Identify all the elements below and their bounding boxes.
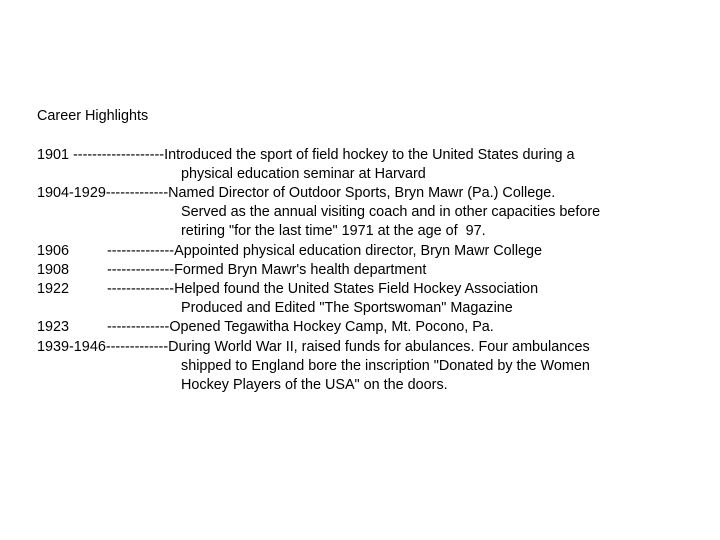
entry-1939-1946-cont-1: shipped to England bore the inscription "Donated by the Women — [181, 358, 590, 374]
entry-1906-year: 1906 — [37, 243, 70, 259]
entry-1922 — [107, 280, 538, 299]
entry-1906 — [107, 242, 542, 261]
entry-year: 1939-1946 — [37, 339, 106, 355]
entry-1922-year: 1922 — [37, 281, 70, 297]
entry-year: 1904-1929 — [37, 185, 106, 201]
entry-year: 1901 — [37, 147, 70, 163]
entry-text: Formed Bryn Mawr's health department — [174, 262, 427, 278]
entry-1904-1929-cont-1: Served as the annual visiting coach and in other capacities before — [181, 204, 601, 220]
entry-1904-1929-cont-2: retiring "for the last time" 1971 at the age of 97. — [181, 223, 486, 239]
entry-text: Appointed physical education director, Bryn Mawr College — [174, 243, 543, 259]
entry-dash: -------------- — [107, 281, 175, 297]
entry-1939-1946-cont-2: Hockey Players of the USA" on the doors. — [181, 377, 448, 393]
entry-dash: -------------- — [107, 243, 175, 259]
entry-dash: ------------------- — [73, 147, 165, 163]
entry-text: Opened Tegawitha Hockey Camp, Mt. Pocono, Pa. — [169, 319, 494, 335]
entry-dash: ------------- — [105, 185, 169, 201]
entry-dash: ------------- — [107, 319, 170, 335]
entry-1904-1929 — [37, 184, 555, 203]
entry-1922-cont: Produced and Edited "The Sportswoman" Magazine — [181, 300, 513, 316]
entry-text: Introduced the sport of field hockey to the United States during a — [164, 147, 575, 163]
entry-1901-cont: physical education seminar at Harvard — [181, 166, 426, 182]
entry-dash: ------------- — [105, 339, 169, 355]
entry-dash: -------------- — [107, 262, 175, 278]
entry-1908-year: 1908 — [37, 262, 70, 278]
entry-text: Helped found the United States Field Hockey Association — [174, 281, 539, 297]
entry-1939-1946 — [37, 338, 590, 357]
page-title: Career Highlights — [37, 108, 149, 124]
entry-1923-year: 1923 — [37, 319, 70, 335]
entry-1923 — [107, 318, 494, 337]
entry-text: Named Director of Outdoor Sports, Bryn Mawr (Pa.) College. — [168, 185, 556, 201]
entry-1908 — [107, 261, 426, 280]
entry-text: During World War II, raised funds for abulances. Four ambulances — [168, 339, 590, 355]
entry-1901 — [37, 146, 574, 165]
